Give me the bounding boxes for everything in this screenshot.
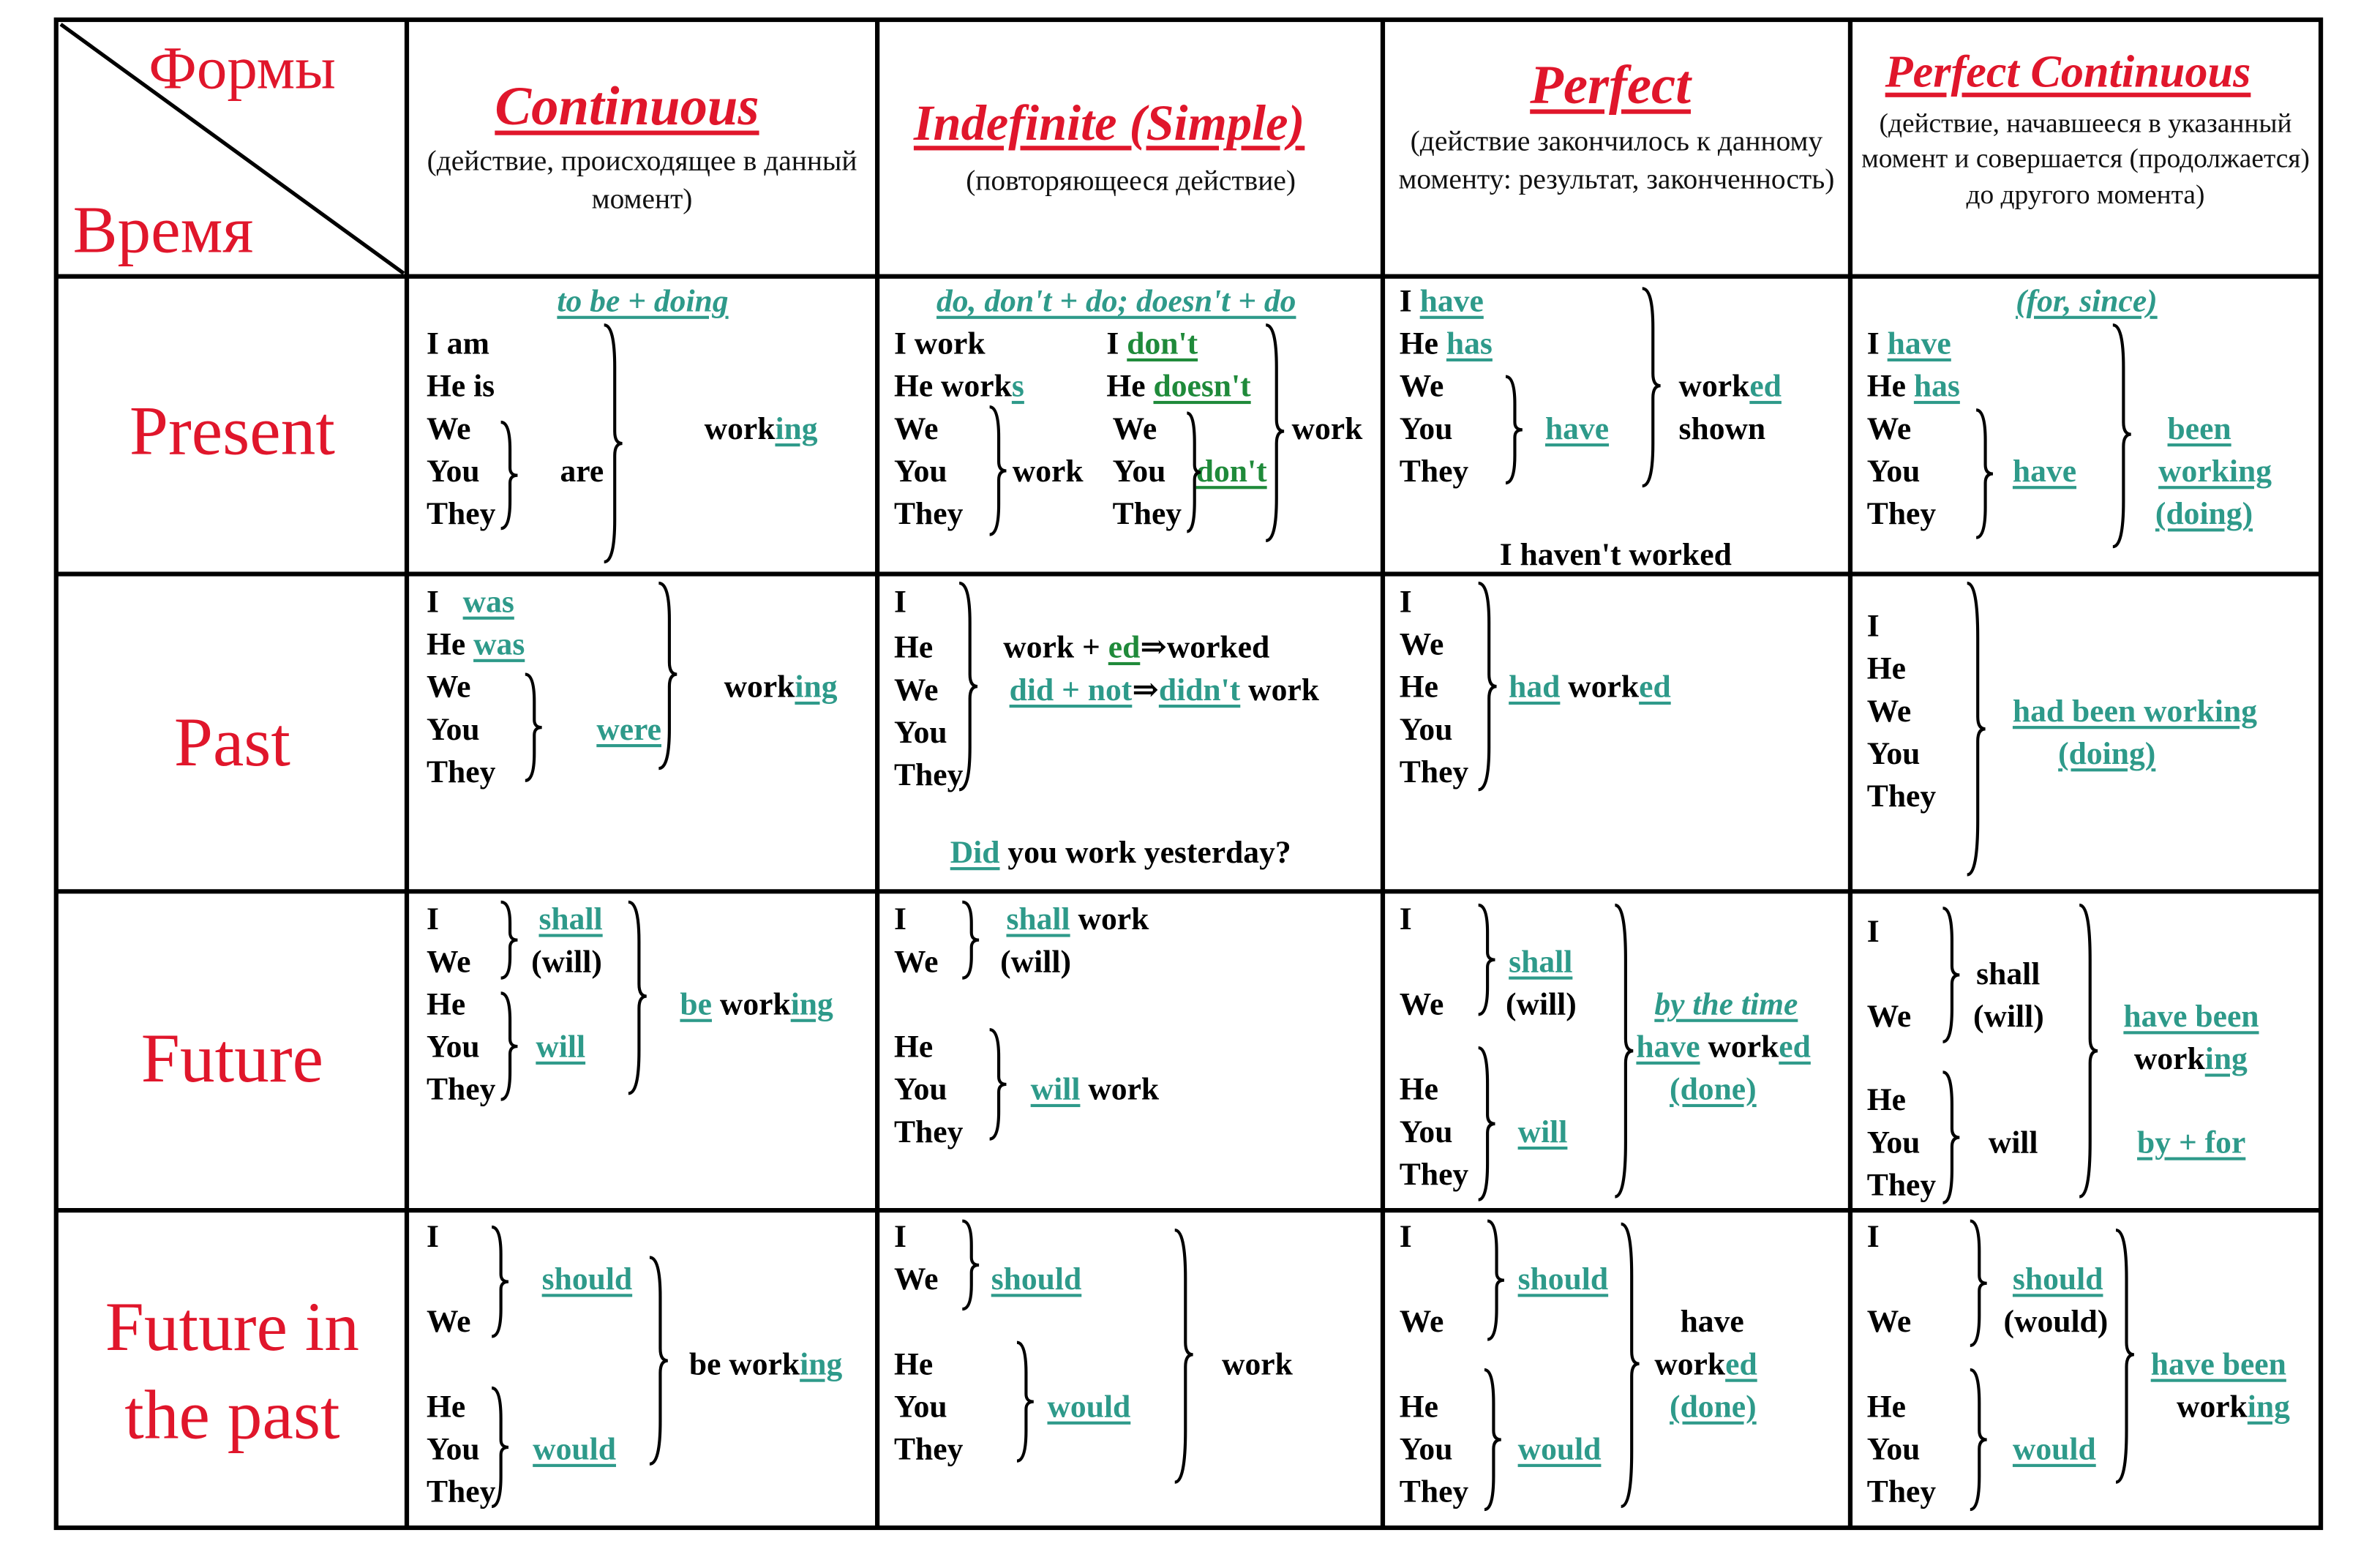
future-pc-working — [2133, 1040, 2248, 1077]
present-cont-verb: work — [704, 410, 776, 447]
future-pc-have-been: have been — [2123, 997, 2259, 1035]
present-perf-worked — [1678, 367, 1782, 405]
header-continuous: Continuous — [495, 75, 759, 137]
brace — [626, 899, 650, 1097]
fip-perf-he: He — [1399, 1388, 1439, 1425]
future-ind-will: will — [1030, 1070, 1081, 1108]
future-pc-will-paren: (will) — [1972, 997, 2044, 1035]
past-cont-he: He — [426, 626, 466, 662]
present-pc-you: You — [1866, 452, 1921, 490]
past-cont-he-was — [426, 626, 525, 662]
present-ind-i2 — [1106, 325, 1198, 361]
present-ind-doesnt: doesn't — [1153, 367, 1251, 405]
present-ind-you2: You — [1112, 452, 1166, 490]
fip-perf-work: work — [1654, 1345, 1726, 1382]
present-pc-formula: (for, since) — [2016, 282, 2158, 319]
past-pc-had-been-working: had been working — [2012, 692, 2258, 730]
future-pc-you: You — [1866, 1123, 1921, 1160]
past-pc-he: He — [1866, 650, 1906, 687]
future-cont-shall: shall — [538, 900, 603, 937]
present-ind-they2: They — [1112, 495, 1182, 532]
brace — [1184, 410, 1202, 534]
present-ind-he-pron: He — [1106, 367, 1146, 405]
future-perf-ed: ed — [1779, 1028, 1811, 1065]
future-ind-he: He — [893, 1028, 934, 1065]
present-perf-ed: ed — [1749, 367, 1782, 405]
past-pc-they: They — [1866, 777, 1937, 814]
present-ind-dont: don't — [1127, 325, 1198, 361]
future-cont-be: be — [680, 985, 712, 1022]
fip-cont-ing: ing — [800, 1345, 843, 1382]
future-ind-we: We — [893, 942, 939, 980]
past-cont-ing: ing — [795, 668, 838, 705]
future-cont-work: work — [711, 985, 791, 1022]
brace — [2113, 1227, 2137, 1485]
future-perf-you: You — [1399, 1113, 1453, 1150]
corner-forms-label: Формы — [149, 33, 336, 102]
fip-cont-be-work: be work — [688, 1345, 800, 1382]
header-perfect-desc: (действие закончилось к данному моменту: результат, законченность) — [1398, 126, 1835, 196]
past-perf-i: I — [1399, 582, 1412, 620]
past-cont-you: You — [426, 710, 480, 748]
fip-cont-should: should — [541, 1260, 633, 1297]
present-ind-dont2: don't — [1195, 452, 1267, 490]
header-indefinite: Indefinite (Simple) — [913, 97, 1305, 152]
past-cont-were: were — [596, 710, 662, 748]
present-ind-we2: We — [1112, 410, 1157, 447]
future-cont-ing: ing — [790, 985, 833, 1022]
fip-pc-have-been: have been — [2150, 1345, 2286, 1382]
present-cont-they: They — [426, 495, 496, 532]
brace — [1482, 1367, 1503, 1512]
future-pc-he: He — [1866, 1081, 1906, 1118]
brace — [522, 671, 544, 784]
fip-perf-done: (done) — [1670, 1388, 1757, 1425]
present-cont-he-is: He is — [426, 367, 495, 405]
present-pc-been: been — [2167, 410, 2231, 447]
fip-cont-he: He — [426, 1388, 466, 1425]
fip-ind-we: We — [893, 1260, 939, 1297]
fip-pc-should: should — [2012, 1260, 2103, 1297]
past-perf-work: work — [1560, 668, 1640, 705]
present-cont-formula: to be + doing — [557, 282, 729, 319]
past-pc-doing: (doing) — [2058, 735, 2156, 772]
brace — [1476, 580, 1500, 793]
fip-perf-would: would — [1517, 1430, 1602, 1467]
header-perfect-continuous-desc: (действие, начавшееся в указанный момент и совершается (продолжается) до другого момента) — [1861, 108, 2310, 209]
brace — [1476, 1045, 1497, 1203]
past-ind-ed: ed — [1108, 629, 1141, 666]
present-perf-i: I — [1399, 282, 1412, 319]
future-cont-will: will — [536, 1028, 586, 1065]
present-perf-work: work — [1678, 367, 1750, 405]
future-ind-i: I — [893, 900, 906, 937]
past-ind-rule-neg — [1009, 671, 1319, 708]
present-ind-we: We — [893, 410, 939, 447]
past-ind-rule-ed — [1003, 631, 1269, 664]
present-perf-negative: I haven't worked — [1499, 536, 1732, 573]
future-pc-will: will — [1988, 1123, 2038, 1160]
brace — [1967, 1218, 1989, 1349]
past-ind-we: We — [893, 671, 939, 708]
future-ind-work2: work — [1080, 1070, 1160, 1108]
future-perf-by-the-time: by the time — [1654, 985, 1798, 1022]
past-ind-arrow-worked: ⇒worked — [1140, 629, 1270, 666]
present-ind-i-work: I work — [893, 325, 986, 361]
past-ind-he: He — [893, 629, 934, 666]
future-pc-work: work — [2133, 1040, 2205, 1077]
present-ind-they: They — [893, 495, 964, 532]
past-perf-he: He — [1399, 668, 1439, 705]
fip-cont-i: I — [426, 1218, 439, 1255]
past-ind-didnt: didn't — [1158, 671, 1241, 708]
future-pc-ing: ing — [2204, 1040, 2248, 1077]
present-cont-working — [704, 410, 818, 447]
brace — [1973, 407, 1994, 541]
fip-ind-work: work — [1222, 1345, 1293, 1382]
past-cont-i: I — [426, 582, 439, 620]
fip-pc-would: would — [2012, 1430, 2096, 1467]
brace — [498, 899, 519, 981]
past-pc-we: We — [1866, 692, 1912, 730]
past-perf-they: They — [1399, 753, 1469, 790]
past-ind-did: Did — [950, 833, 1000, 871]
brace — [986, 1027, 1007, 1142]
fip-pc-he: He — [1866, 1388, 1906, 1425]
present-perf-you: You — [1399, 410, 1453, 447]
brace — [1484, 1218, 1506, 1343]
fip-pc-work: work — [2176, 1388, 2248, 1425]
fip-perf-ed: ed — [1725, 1345, 1757, 1382]
brace — [601, 322, 626, 565]
past-perf-had-worked — [1509, 668, 1671, 705]
brace — [656, 580, 680, 772]
brace — [1640, 285, 1664, 489]
fip-ind-he: He — [893, 1345, 934, 1382]
present-cont-we: We — [426, 410, 471, 447]
future-perf-i: I — [1399, 900, 1412, 937]
future-pc-they: They — [1866, 1166, 1937, 1203]
fip-cont-we: We — [426, 1302, 471, 1340]
future-ind-they: They — [893, 1113, 964, 1150]
future-ind-shall-work — [1006, 900, 1149, 937]
brace — [2076, 902, 2101, 1200]
fip-pc-i: I — [1866, 1218, 1880, 1255]
row-label-future-in-the-past: Future in the past — [105, 1288, 360, 1453]
past-cont-i-was — [426, 582, 514, 620]
fip-ind-should: should — [991, 1260, 1082, 1297]
present-perf-have2: have — [1544, 410, 1610, 447]
present-perf-shown: shown — [1678, 410, 1766, 447]
past-ind-work: work — [1240, 671, 1319, 708]
fip-ind-i: I — [893, 1218, 906, 1255]
present-perf-they: They — [1399, 452, 1469, 490]
present-pc-i: I — [1866, 325, 1880, 361]
fip-ind-would: would — [1047, 1388, 1131, 1425]
present-ind-formula: do, don't + do; doesn't + do — [936, 282, 1296, 319]
present-pc-we: We — [1866, 410, 1912, 447]
future-perf-will: will — [1517, 1113, 1568, 1150]
fip-perf-we: We — [1399, 1302, 1444, 1340]
fip-pc-would-paren: (would) — [2003, 1302, 2109, 1340]
header-indefinite-desc: (повторяющееся действие) — [966, 165, 1296, 198]
future-perf-shall: shall — [1509, 942, 1573, 980]
future-cont-you: You — [426, 1028, 480, 1065]
future-ind-you: You — [893, 1070, 947, 1108]
present-ind-he2 — [1106, 367, 1251, 405]
present-pc-have: have — [1887, 325, 1951, 361]
brace — [956, 580, 980, 793]
fip-cont-they: They — [426, 1473, 496, 1510]
brace — [959, 899, 980, 981]
past-cont-was: was — [462, 582, 514, 620]
future-cont-be-working — [680, 985, 833, 1022]
past-cont-working — [724, 668, 838, 705]
past-ind-question-text: you work yesterday? — [999, 833, 1291, 871]
fip-pc-you: You — [1866, 1430, 1921, 1467]
header-perfect-continuous: Perfect Continuous — [1885, 47, 2251, 97]
fip-cont-would: would — [533, 1430, 616, 1467]
future-perf-have: have — [1636, 1028, 1700, 1065]
present-cont-are: are — [560, 452, 604, 490]
future-pc-i: I — [1866, 912, 1880, 950]
brace — [1476, 902, 1497, 1018]
past-cont-was2: was — [473, 626, 525, 662]
fip-perf-you: You — [1399, 1430, 1453, 1467]
present-pc-he-has — [1866, 367, 1960, 405]
fip-perf-they: They — [1399, 1473, 1469, 1510]
brace — [1967, 1367, 1989, 1512]
past-cont-verb: work — [724, 668, 795, 705]
row-label-future: Future — [140, 1019, 323, 1097]
past-cont-we: We — [426, 668, 471, 705]
present-perf-we: We — [1399, 367, 1444, 405]
brace — [1503, 374, 1524, 487]
present-ind-i-pron: I — [1106, 325, 1119, 361]
fip-pc-they: They — [1866, 1473, 1937, 1510]
future-ind-will-paren: (will) — [1000, 942, 1071, 980]
future-pc-we: We — [1866, 997, 1912, 1035]
future-perf-have-worked — [1636, 1028, 1811, 1065]
past-ind-question — [950, 833, 1291, 871]
brace — [1618, 1221, 1643, 1509]
fip-pc-working — [2176, 1388, 2290, 1425]
future-ind-will-work — [1030, 1070, 1160, 1108]
past-ind-work-plus: work + — [1003, 629, 1108, 666]
present-ind-work2: work — [1291, 410, 1363, 447]
present-pc-i-have — [1866, 325, 1951, 361]
brace — [1612, 902, 1636, 1200]
present-perf-he: He — [1399, 325, 1439, 361]
present-perf-he-has — [1399, 325, 1493, 361]
brace — [1172, 1227, 1196, 1485]
fip-pc-ing: ing — [2247, 1388, 2290, 1425]
past-pc-you: You — [1866, 735, 1921, 772]
future-perf-they: They — [1399, 1155, 1469, 1193]
present-ind-he-works — [893, 367, 1024, 405]
brace — [1940, 905, 1961, 1045]
future-cont-they: They — [426, 1070, 496, 1108]
header-perfect: Perfect — [1530, 54, 1691, 116]
present-pc-he: He — [1866, 367, 1906, 405]
fip-pc-we: We — [1866, 1302, 1912, 1340]
present-cont-ing: ing — [775, 410, 818, 447]
fip-perf-should: should — [1517, 1260, 1609, 1297]
future-ind-shall: shall — [1006, 900, 1070, 937]
future-pc-shall: shall — [1976, 955, 2041, 992]
present-pc-they: They — [1866, 495, 1937, 532]
present-cont-you: You — [426, 452, 480, 490]
fip-perf-worked — [1654, 1345, 1757, 1382]
past-cont-they: They — [426, 753, 496, 790]
present-perf-have: have — [1419, 282, 1484, 319]
future-perf-we: We — [1399, 985, 1444, 1022]
row-label-past: Past — [173, 702, 290, 781]
present-ind-s: s — [1011, 367, 1024, 405]
fip-ind-you: You — [893, 1388, 947, 1425]
fip-ind-they: They — [893, 1430, 964, 1467]
brace — [986, 404, 1007, 538]
past-perf-we: We — [1399, 626, 1444, 662]
future-ind-work: work — [1070, 900, 1149, 937]
fip-perf-i: I — [1399, 1218, 1412, 1255]
fip-cont-be-working — [688, 1345, 843, 1382]
brace — [489, 1385, 510, 1509]
present-pc-have2: have — [2012, 452, 2077, 490]
future-cont-i: I — [426, 900, 439, 937]
past-ind-did-not: did + not — [1009, 671, 1133, 708]
brace — [1014, 1340, 1035, 1464]
fip-cont-you: You — [426, 1430, 480, 1467]
brace — [1964, 580, 1989, 878]
future-perf-work: work — [1700, 1028, 1779, 1065]
present-ind-he-work: He work — [893, 367, 1012, 405]
future-pc-by-for: by + for — [2137, 1123, 2246, 1160]
present-pc-doing: (doing) — [2155, 495, 2253, 532]
present-pc-has: has — [1913, 367, 1960, 405]
present-perf-i-have — [1399, 282, 1484, 319]
brace — [959, 1218, 980, 1313]
header-continuous-desc: (действие, происходящее в данный момент) — [427, 146, 857, 216]
brace — [498, 419, 519, 532]
present-perf-has: has — [1446, 325, 1493, 361]
past-ind-they: They — [893, 756, 964, 793]
brace — [647, 1254, 671, 1467]
past-perf-ed: ed — [1639, 668, 1671, 705]
past-ind-arrow: ⇒ — [1132, 671, 1159, 708]
row-label-present: Present — [129, 391, 335, 470]
future-cont-will-paren: (will) — [531, 942, 602, 980]
fip-perf-have: have — [1680, 1302, 1744, 1340]
future-perf-he: He — [1399, 1070, 1439, 1108]
future-perf-will-paren: (will) — [1506, 985, 1577, 1022]
past-perf-you: You — [1399, 710, 1453, 748]
present-ind-work: work — [1012, 452, 1084, 490]
future-perf-done: (done) — [1670, 1070, 1757, 1108]
brace — [1263, 322, 1287, 544]
brace — [498, 990, 519, 1103]
past-perf-had: had — [1509, 668, 1561, 705]
past-pc-i: I — [1866, 607, 1880, 645]
brace — [1940, 1069, 1961, 1206]
brace — [2110, 322, 2134, 550]
past-ind-i: I — [893, 582, 906, 620]
future-cont-we: We — [426, 942, 471, 980]
past-ind-you: You — [893, 713, 947, 751]
brace — [489, 1224, 510, 1340]
corner-time-label: Время — [72, 192, 254, 268]
future-cont-he: He — [426, 985, 466, 1022]
present-ind-you: You — [893, 452, 947, 490]
present-pc-working: working — [2158, 452, 2272, 490]
present-cont-i-am: I am — [426, 325, 489, 361]
